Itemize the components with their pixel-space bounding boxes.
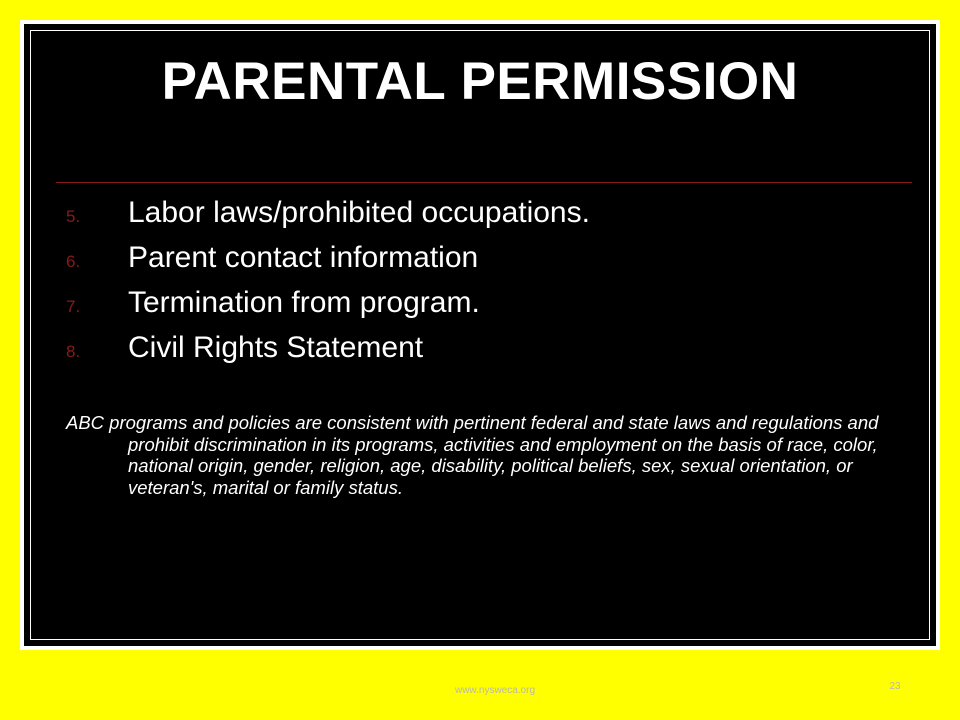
list-item-number: 5. (66, 207, 81, 226)
numbered-list (66, 190, 590, 370)
title-divider (56, 182, 912, 183)
list-item (66, 190, 590, 235)
list-item-text: Labor laws/prohibited occupations. (128, 196, 590, 229)
list-item-text: Parent contact information (128, 241, 479, 274)
list-item-number: 7. (66, 297, 81, 316)
list-item-number: 6. (66, 252, 81, 271)
list-item (66, 235, 590, 280)
slide-title: PARENTAL PERMISSION (161, 52, 799, 111)
list-item-text: Termination from program. (128, 286, 480, 319)
list-item (66, 325, 590, 370)
list-item-text: Civil Rights Statement (128, 331, 424, 364)
civil-rights-statement: ABC programs and policies are consistent with pertinent federal and state laws and regulations and prohibit discrimination in its programs, activities and employment on the basis of race, color, national origin, gender, religion, age, disability, political beliefs, sex, sexual orientation, or veteran's, marital or family status. (66, 412, 879, 498)
list-item-number: 8. (66, 342, 81, 361)
footer-url: www.nysweca.org (454, 685, 536, 696)
list-item (66, 280, 590, 325)
page-number: 23 (889, 681, 901, 692)
